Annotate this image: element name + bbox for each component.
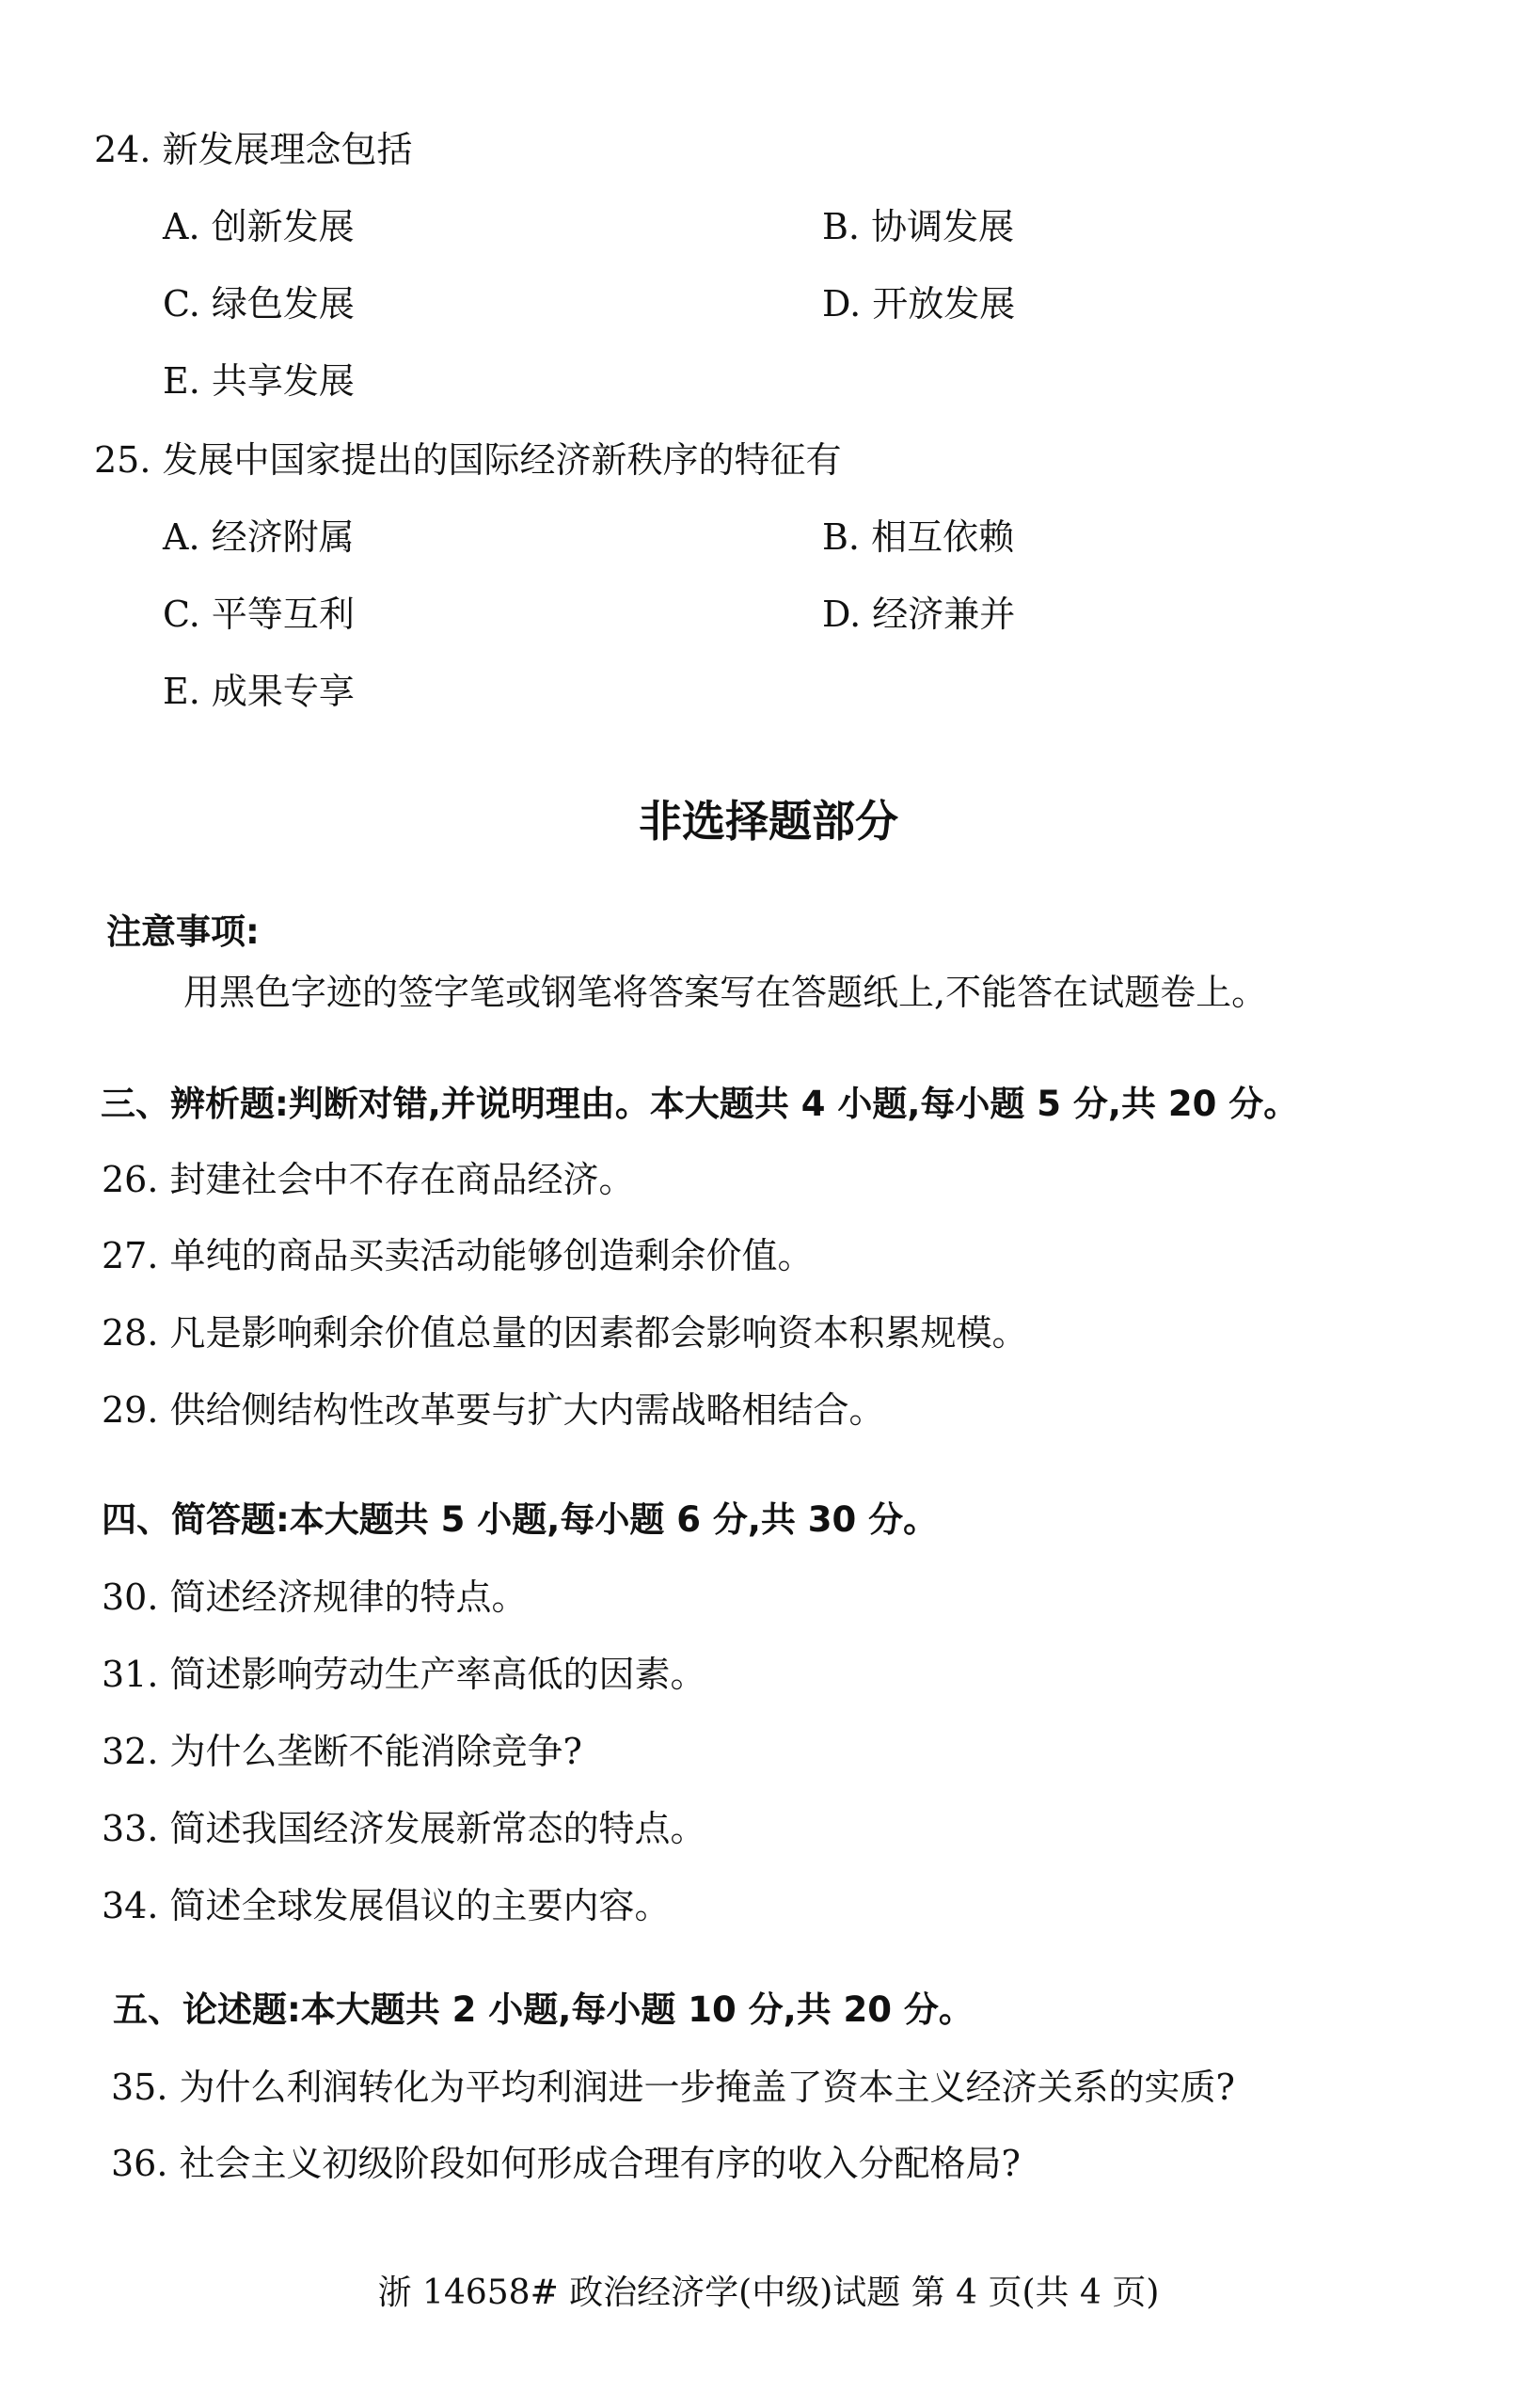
q24-option-e: E. 共享发展	[163, 360, 355, 402]
section-5-heading: 五、论述题:本大题共 2 小题,每小题 10 分,共 20 分。	[113, 1989, 974, 2030]
question-35: 35. 为什么利润转化为平均利润进一步掩盖了资本主义经济关系的实质?	[111, 2067, 1235, 2108]
notice-body: 用黑色字迹的签字笔或钢笔将答案写在答题纸上,不能答在试题卷上。	[183, 972, 1268, 1013]
question-36: 36. 社会主义初级阶段如何形成合理有序的收入分配格局?	[111, 2143, 1021, 2184]
q24-option-c: C. 绿色发展	[163, 283, 355, 325]
question-26: 26. 封建社会中不存在商品经济。	[102, 1159, 635, 1200]
question-31: 31. 简述影响劳动生产率高低的因素。	[102, 1654, 706, 1695]
question-30: 30. 简述经济规律的特点。	[102, 1576, 528, 1618]
question-27: 27. 单纯的商品买卖活动能够创造剩余价值。	[102, 1235, 814, 1276]
q25-option-a: A. 经济附属	[163, 516, 355, 558]
question-32: 32. 为什么垄断不能消除竞争?	[102, 1731, 582, 1772]
q25-option-e: E. 成果专享	[163, 671, 355, 712]
q25-option-d: D. 经济兼并	[822, 594, 1016, 635]
page-footer: 浙 14658# 政治经济学(中级)试题 第 4 页(共 4 页)	[377, 2273, 1160, 2312]
section-3-heading: 三、辨析题:判断对错,并说明理由。本大题共 4 小题,每小题 5 分,共 20 分。	[101, 1084, 1299, 1124]
q24-option-b: B. 协调发展	[822, 206, 1015, 247]
question-29: 29. 供给侧结构性改革要与扩大内需战略相结合。	[102, 1389, 885, 1431]
q24-option-a: A. 创新发展	[163, 206, 355, 247]
question-33: 33. 简述我国经济发展新常态的特点。	[102, 1808, 706, 1849]
question-25: 25. 发展中国家提出的国际经济新秩序的特征有	[94, 439, 842, 481]
q24-option-d: D. 开放发展	[822, 283, 1016, 325]
question-24: 24. 新发展理念包括	[94, 129, 413, 170]
q25-option-b: B. 相互依赖	[822, 516, 1015, 558]
q25-option-c: C. 平等互利	[163, 594, 355, 635]
question-34: 34. 简述全球发展倡议的主要内容。	[102, 1885, 671, 1926]
section-4-heading: 四、简答题:本大题共 5 小题,每小题 6 分,共 30 分。	[102, 1499, 939, 1540]
notice-heading: 注意事项:	[106, 911, 260, 952]
question-28: 28. 凡是影响剩余价值总量的因素都会影响资本积累规模。	[102, 1312, 1028, 1354]
part-title: 非选择题部分	[639, 796, 898, 847]
